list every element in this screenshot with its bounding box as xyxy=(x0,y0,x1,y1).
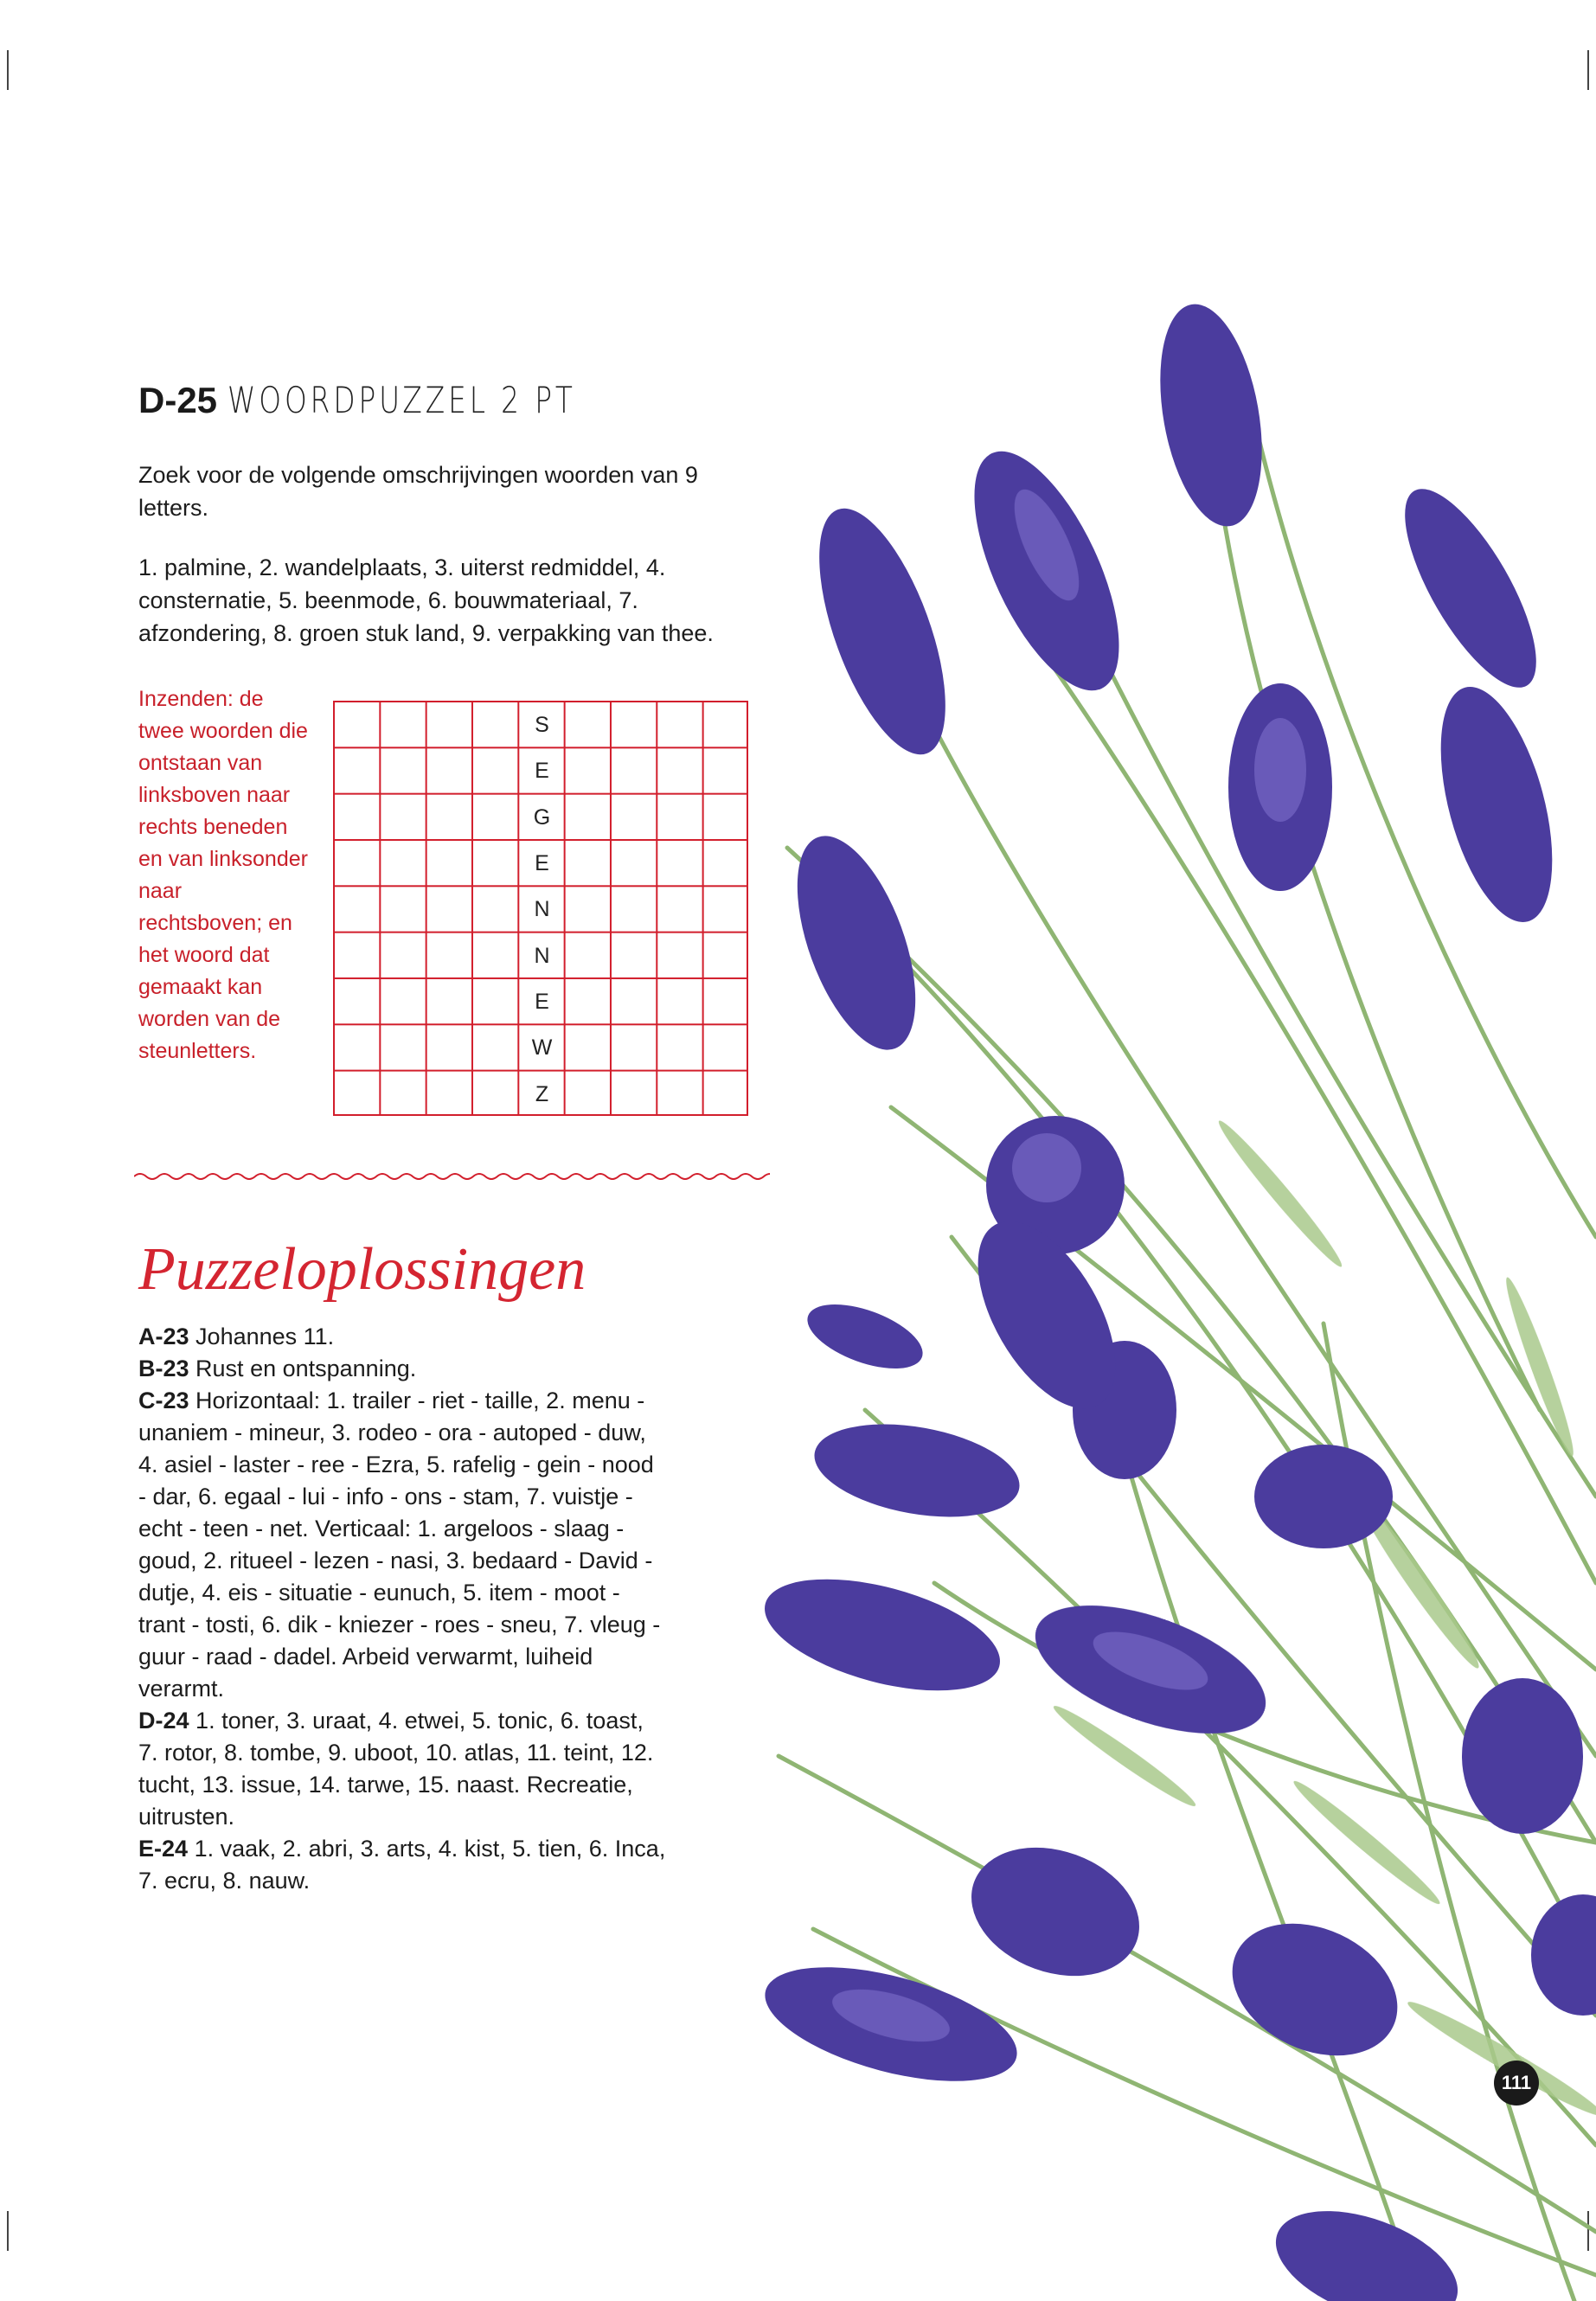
solutions-heading: Puzzeloplossingen xyxy=(138,1236,586,1303)
lavender-illustration xyxy=(761,285,1596,2301)
puzzle-grid[interactable] xyxy=(333,701,748,1116)
grid-letter: E xyxy=(535,990,549,1014)
grid-letter: Z xyxy=(535,1081,549,1106)
solution-text: Horizontaal: 1. trailer - riet - taille, 2. menu - unaniem - mineur, 3. rodeo - ora - autoped - duw, 4. asiel - laster - ree - Ezra, 5. rafelig - gein - nood - dar, 6. egaal - lui - info - ons - stam, 7. vuistje - echt - teen - net. Verticaal: 1. argeloos - slaag - goud, 2. ritueel - lezen - nasi, 3. bedaard - David - dutje, 4. eis - situatie - eunuch, 5. item - moot - trant - tosti, 6. dik - kniezer - roes - sneu, 7. vleug - guur - raad - dadel. Arbeid verwarmt, luiheid verarmt. xyxy=(138,1388,661,1702)
puzzle-title xyxy=(138,379,674,421)
grid-letter: E xyxy=(535,851,549,875)
grid-letter: W xyxy=(531,1035,553,1061)
grid-letter: G xyxy=(533,804,551,830)
wavy-divider xyxy=(134,1168,770,1185)
puzzle-code: D-25 xyxy=(138,380,218,420)
grid-letter: N xyxy=(534,943,550,968)
solution-text: 1. vaak, 2. abri, 3. arts, 4. kist, 5. tien, 6. Inca, 7. ecru, 8. nauw. xyxy=(138,1836,666,1894)
solution-text: Johannes 11. xyxy=(195,1324,335,1349)
solution-code: C-23 xyxy=(138,1388,189,1413)
puzzle-clues: 1. palmine, 2. wandelplaats, 3. uiterst redmiddel, 4. consternatie, 5. beenmode, 6. bouwmateriaal, 7. afzondering, 8. groen stuk land, 9. verpakking van thee. xyxy=(138,554,714,646)
grid-letter: E xyxy=(535,759,549,784)
crop-mark-bottom-left xyxy=(7,2211,9,2251)
puzzle-instructions: Zoek voor de volgende omschrijvingen woorden van 9 letters. xyxy=(138,462,698,521)
submit-note: Inzenden: de twee woorden die ontstaan van linksboven naar rechts beneden en van linksonder naar rechtsboven; en het woord dat gemaakt kan worden van de steunletters. xyxy=(138,687,308,1063)
grid-letter: N xyxy=(534,897,550,922)
crop-mark-top-left xyxy=(7,50,9,90)
puzzle-name: WOORDPUZZEL 2 PT xyxy=(228,379,576,421)
solution-code: E-24 xyxy=(138,1836,189,1862)
solutions-list xyxy=(138,1321,666,1897)
solution-text: Rust en ontspanning. xyxy=(195,1356,417,1381)
crop-mark-top-right xyxy=(1587,50,1589,90)
grid-letter: S xyxy=(535,713,549,737)
solution-code: A-23 xyxy=(138,1324,189,1349)
page-number: 111 xyxy=(1494,2061,1539,2106)
solution-code: B-23 xyxy=(138,1356,189,1381)
solution-code: D-24 xyxy=(138,1708,189,1734)
solution-text: 1. toner, 3. uraat, 4. etwei, 5. tonic, 6. toast, 7. rotor, 8. tombe, 9. uboot, 10. atlas, 11. teint, 12. tucht, 13. issue, 14. tarwe, 15. naast. Recreatie, uitrusten. xyxy=(138,1708,654,1830)
